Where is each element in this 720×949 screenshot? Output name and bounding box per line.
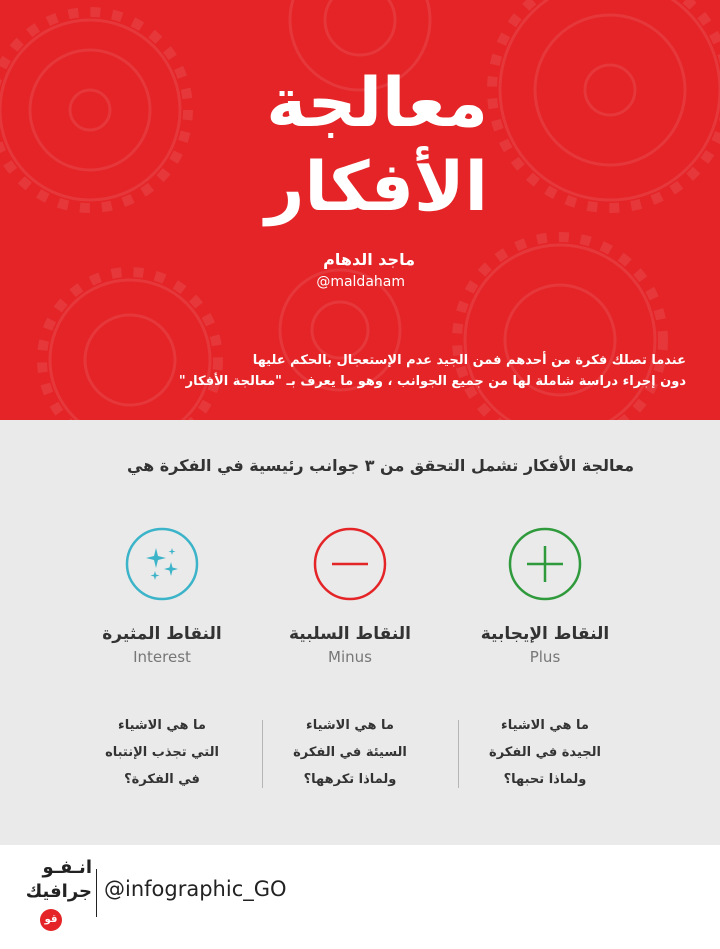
sparkles-circle-icon bbox=[124, 526, 200, 602]
footer-separator bbox=[96, 869, 97, 917]
aspect-minus-sublabel: Minus bbox=[328, 648, 372, 666]
desc-line: ولماذا تحبها؟ bbox=[503, 772, 587, 787]
title-line-2: الأفكار bbox=[265, 148, 488, 227]
aspect-minus-description bbox=[260, 712, 440, 793]
infographic-go-logo bbox=[22, 857, 96, 937]
footer bbox=[0, 845, 720, 949]
intro-line-2: دون إجراء دراسة شاملة لها من جميع الجوانب ، وهو ما يعرف بـ "معالجة الأفكار" bbox=[178, 374, 686, 389]
desc-line: الجيدة في الفكرة bbox=[489, 745, 601, 760]
aspect-plus bbox=[455, 420, 635, 845]
plus-circle-icon bbox=[507, 526, 583, 602]
aspect-interest bbox=[72, 420, 252, 845]
aspects-section bbox=[0, 420, 720, 845]
intro-line-1: عندما تصلك فكرة من أحدهم فمن الجيد عدم الإستعجال بالحكم عليها bbox=[252, 353, 686, 368]
aspect-minus bbox=[260, 420, 440, 845]
desc-line: ولماذا تكرهها؟ bbox=[303, 772, 397, 787]
intro-text bbox=[46, 350, 686, 392]
desc-line: في الفكرة؟ bbox=[124, 772, 200, 787]
column-divider bbox=[458, 720, 459, 788]
aspect-plus-description bbox=[455, 712, 635, 793]
author-handle: @maldaham bbox=[316, 274, 405, 290]
aspect-interest-label: النقاط المثيرة bbox=[102, 624, 222, 644]
logo-line-1: انـفـو bbox=[42, 857, 92, 878]
minus-circle-icon bbox=[312, 526, 388, 602]
desc-line: ما هي الاشياء bbox=[501, 718, 589, 733]
logo-line-2: جرافيك bbox=[25, 881, 92, 902]
aspect-interest-description bbox=[72, 712, 252, 793]
aspect-plus-label: النقاط الإيجابية bbox=[480, 624, 610, 644]
logo-badge: قو bbox=[40, 909, 62, 931]
aspect-interest-sublabel: Interest bbox=[133, 648, 191, 666]
title-line-1: معالجة bbox=[266, 64, 488, 143]
author-name: ماجد الدهام bbox=[323, 250, 415, 269]
desc-line: السيئة في الفكرة bbox=[293, 745, 407, 760]
desc-line: ما هي الاشياء bbox=[118, 718, 206, 733]
footer-handle: @infographic_GO bbox=[104, 877, 287, 901]
hero-banner bbox=[0, 0, 720, 420]
desc-line: التي تجذب الإنتباه bbox=[105, 745, 219, 760]
aspect-plus-sublabel: Plus bbox=[529, 648, 561, 666]
desc-line: ما هي الاشياء bbox=[306, 718, 394, 733]
aspect-minus-label: النقاط السلبية bbox=[289, 624, 411, 644]
column-divider bbox=[262, 720, 263, 788]
section-heading: معالجة الأفكار تشمل التحقق من ٣ جوانب رئيسية في الفكرة هي bbox=[126, 456, 634, 475]
